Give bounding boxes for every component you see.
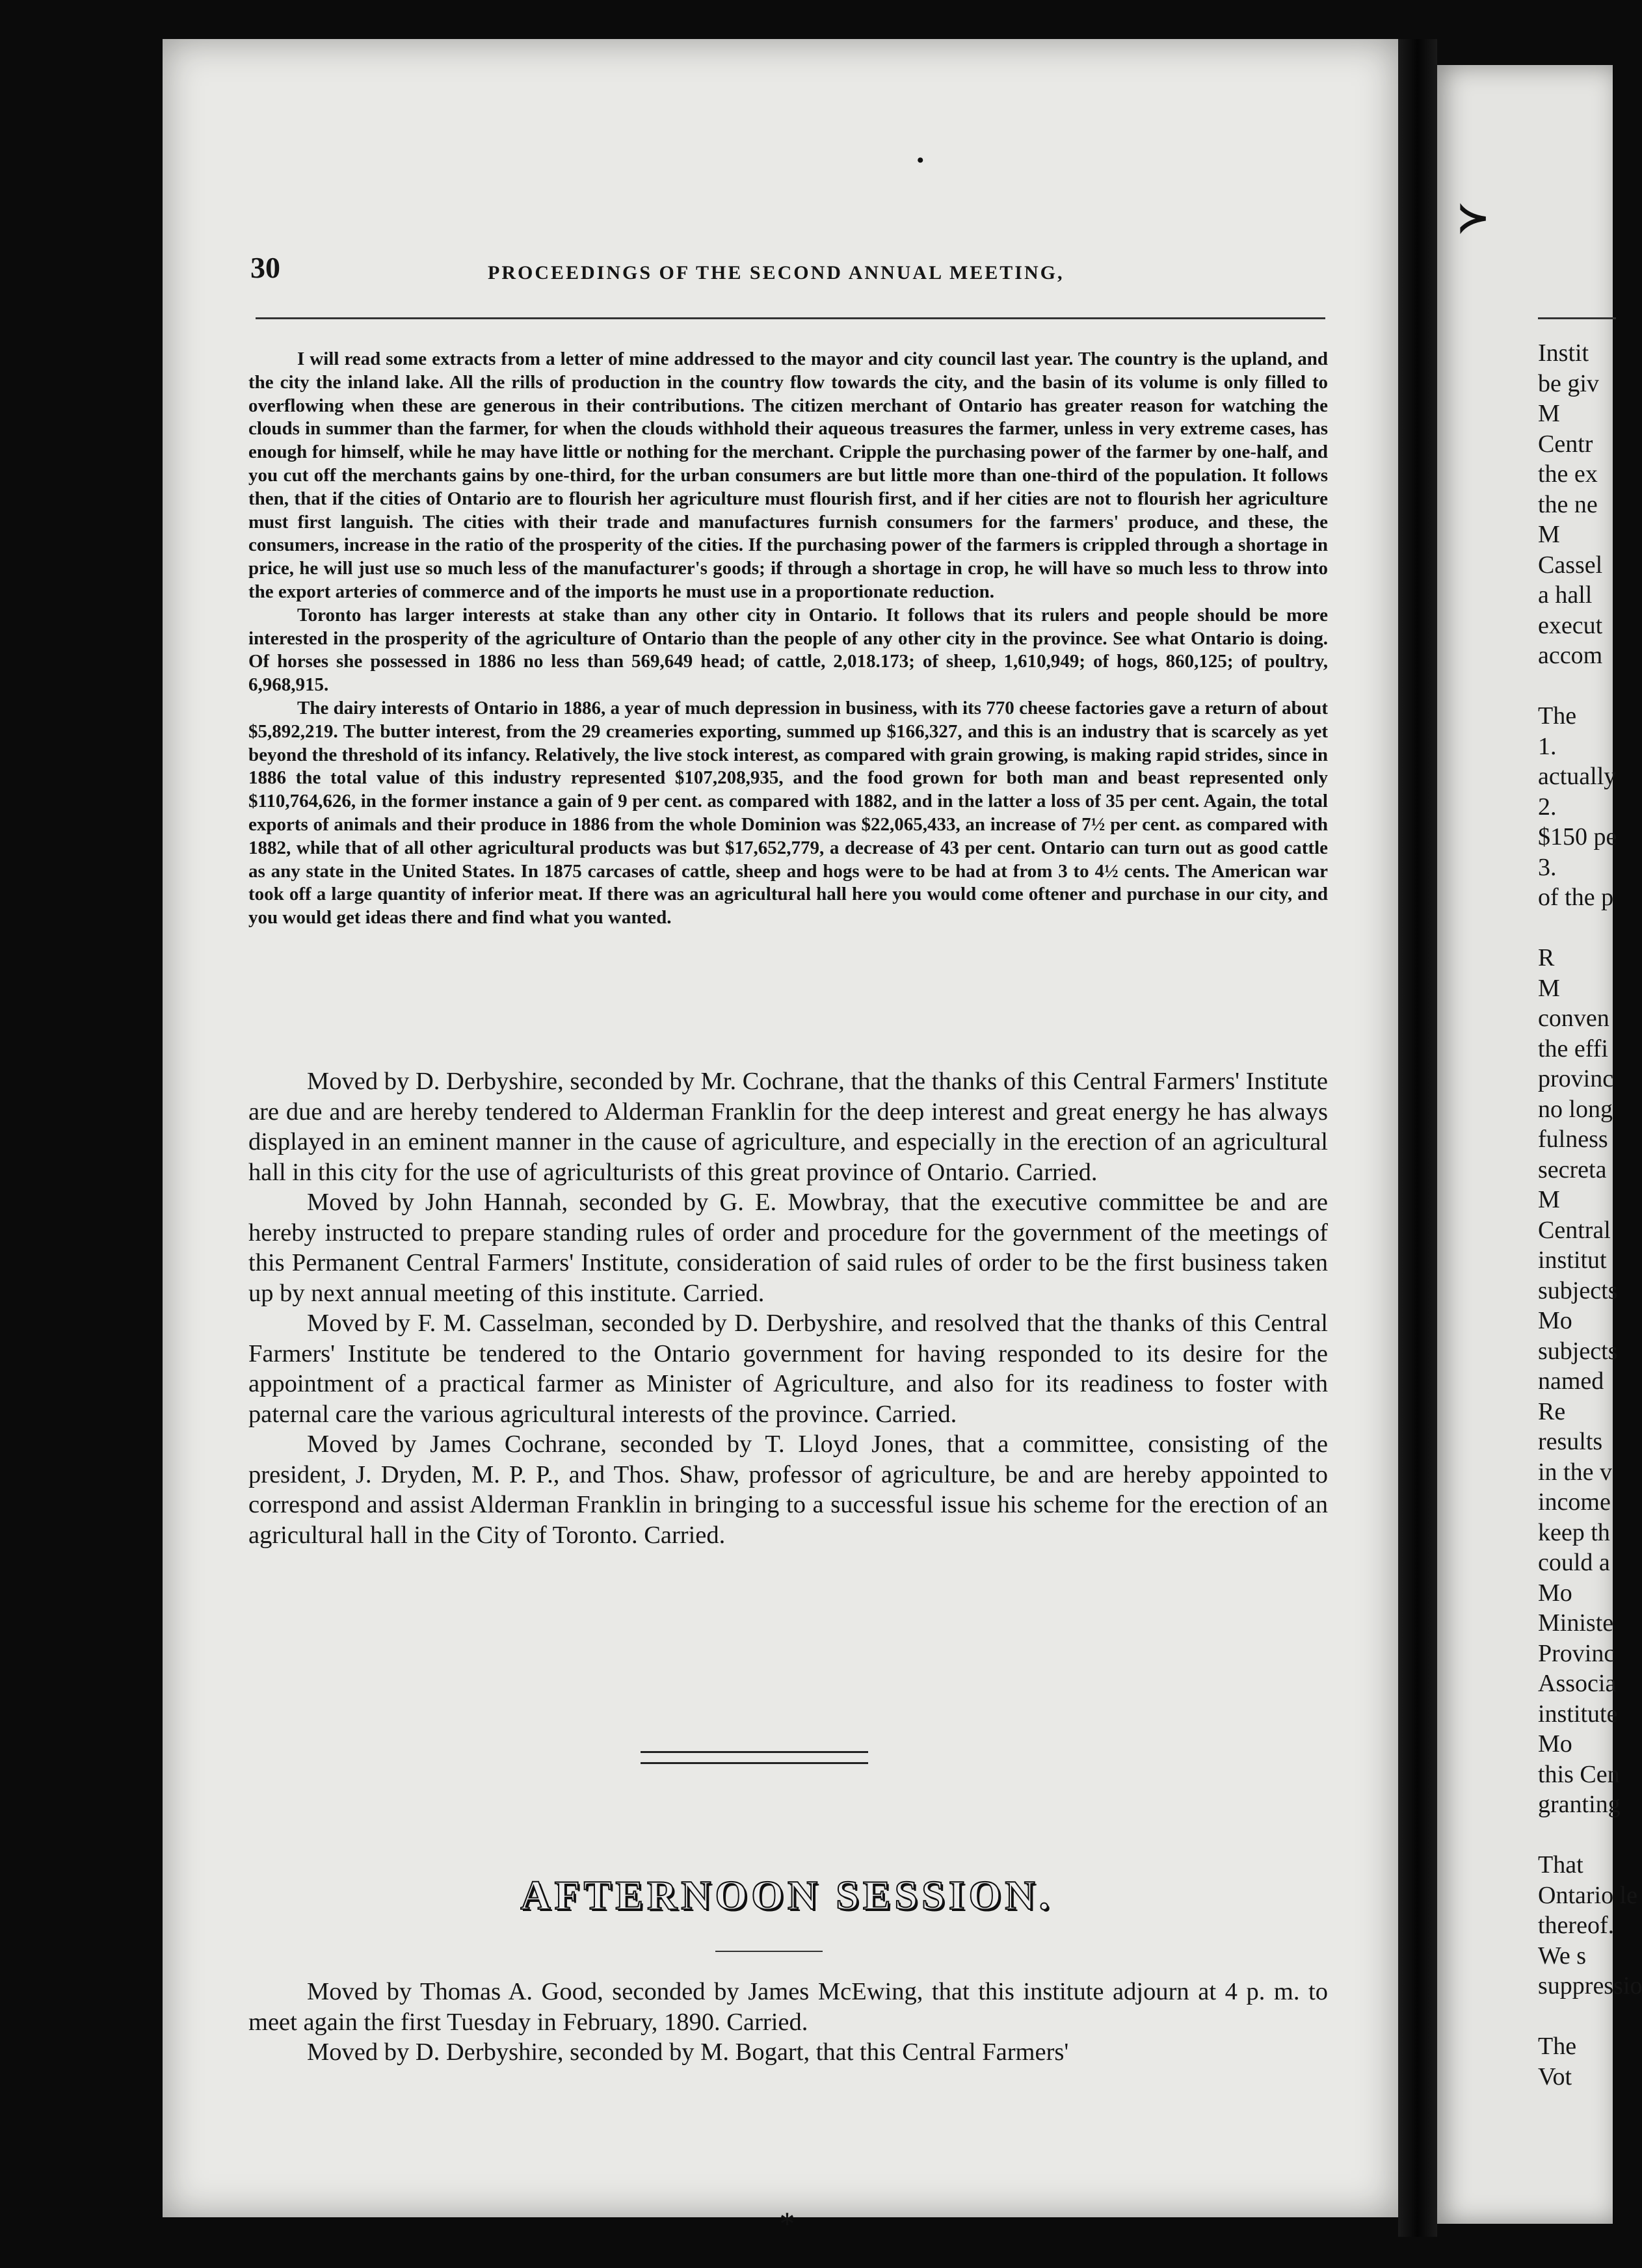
right-page-line — [1538, 913, 1616, 943]
right-page-line: institute — [1538, 1700, 1618, 1728]
right-page-line: Instit — [1538, 339, 1589, 367]
right-page-line: thereof. — [1538, 1912, 1615, 1939]
right-page-line: results — [1538, 1428, 1603, 1455]
page-number: 30 — [250, 251, 280, 284]
letter-paragraph: Toronto has larger interests at stake than any other city in Ontario. It follows that its rulers and people should be more interested in the prosperity of the agriculture of Ontario than the people of any other city in the province. See what Ontario is doing. Of horses she possessed in 1886 no less than 569,649 head; of cattle, 2,018.173; of sheep, 1,610,949; of hogs, 860,125; of poultry, 6,968,915. — [248, 604, 1328, 696]
motion-paragraph: Moved by James Cochrane, seconded by T. Lloyd Jones, that a committee, consisting of the president, J. Dryden, M. P. P., and Thos. Shaw, professor of agriculture, be and are hereby appointed to correspond and assist Alderman Franklin in bringing to a successful issue his scheme for the erection of an agricultural hall in the City of Toronto. Carried. — [248, 1431, 1328, 1549]
right-page-line: be giv — [1538, 369, 1599, 397]
right-page-line: the effi — [1538, 1035, 1608, 1062]
right-page-line: We s — [1538, 1942, 1586, 1970]
ink-mark: • — [917, 150, 924, 171]
right-page-line: income — [1538, 1488, 1611, 1516]
right-page-line: this Cen — [1538, 1760, 1620, 1788]
right-page-line: M — [1538, 521, 1560, 548]
right-page-line: of the p — [1538, 884, 1614, 911]
right-page-line: a hall — [1538, 581, 1593, 609]
right-page-line — [1538, 671, 1616, 702]
right-page-line: granting — [1538, 1791, 1621, 1818]
motions-section — [248, 1066, 1328, 1550]
right-page-line: Provinc — [1538, 1639, 1615, 1667]
afternoon-paragraph: Moved by Thomas A. Good, seconded by James McEwing, that this institute adjourn at 4 p. m. to meet again the first Tuesday in February, 1890. Carried. — [248, 1978, 1328, 2036]
running-head: PROCEEDINGS OF THE SECOND ANNUAL MEETING, — [488, 262, 1065, 284]
right-page-line: actually — [1538, 763, 1617, 790]
right-page-line — [1538, 1820, 1616, 1851]
right-page-line: M — [1538, 1186, 1560, 1213]
right-page-line: 1. — [1538, 732, 1557, 760]
right-page-line: named — [1538, 1367, 1604, 1395]
motion-paragraph: Moved by John Hannah, seconded by G. E. Mowbray, that the executive committee be and are hereby instructed to prepare standing rules of order and procedure for the government of the meetings of this Permanent Central Farmers' Institute, consideration of said rules of order to be the first business taken up by next annual meeting of this institute. Carried. — [248, 1189, 1328, 1307]
right-page-line: Cassel — [1538, 551, 1603, 579]
right-page-line: R — [1538, 944, 1555, 971]
right-page-line — [1538, 2001, 1616, 2032]
section-divider — [641, 1751, 868, 1764]
right-page-line: The — [1538, 702, 1577, 730]
right-page-line: M — [1538, 974, 1560, 1002]
right-page-line: Associa — [1538, 1670, 1617, 1697]
right-page-line: Central — [1538, 1216, 1611, 1244]
right-page-line: no long — [1538, 1095, 1613, 1123]
right-page-line: in the v — [1538, 1458, 1612, 1486]
right-page-line: the ex — [1538, 460, 1598, 488]
title-rule — [715, 1951, 823, 1952]
right-page-fragments — [1538, 338, 1642, 2092]
right-page-line: Mo — [1538, 1579, 1572, 1607]
right-header-rule — [1538, 317, 1616, 319]
right-page-line: the ne — [1538, 490, 1598, 518]
right-page-line: $150 pe — [1538, 823, 1617, 850]
right-page-line: 2. — [1538, 793, 1557, 821]
book-gutter — [1398, 39, 1437, 2237]
letter-paragraph: The dairy interests of Ontario in 1886, a year of much depression in business, with its 770 cheese factories gave a return of about $5,892,219. The butter interest, from the 29 creameries exporting, summed up $166,327, and this is an industry that is scarcely as yet beyond the threshold of its infancy. Relatively, the live stock interest, as compared with grain growing, is making rapid strides, since in 1886 the total value of this industry represented $107,208,935, and the food grown for both man and beast represented only $110,764,626, in the former instance a gain of 9 per cent. as compared with 1882, and in the latter a loss of 35 per cent. Again, the total exports of animals and their produce in 1886 from the whole Dominion was $22,065,433, an increase of 7½ per cent. as compared with 1882, while that of all other agricultural products was but $17,652,779, a decrease of 43 per cent. Ontario can turn out as good cattle as any state in the United States. In 1875 carcases of cattle, sheep and hogs were to be had at from 3 to 4½ cents. The American war took off a large quantity of inferior meat. If there was an agricultural hall here you would come oftener and purchase in our city, and you would get ideas there and find what you wanted. — [248, 697, 1328, 929]
ink-mark: ⁎ — [780, 2202, 794, 2231]
motion-paragraph: Moved by D. Derbyshire, seconded by Mr. Cochrane, that the thanks of this Central Farmers' Institute are due and are hereby tendered to Alderman Franklin for the deep interest and great energy he has always displayed in an eminent manner in the cause of agriculture, and especially in the erection of an agricultural hall in this city for the use of agriculturists of this great province of Ontario. Carried. — [248, 1068, 1328, 1186]
right-page-line: provinc — [1538, 1065, 1614, 1092]
right-page-line: secreta — [1538, 1155, 1607, 1183]
right-page-line: suppressio — [1538, 1972, 1642, 1999]
right-page-line: conven — [1538, 1005, 1609, 1032]
page-header — [250, 250, 1323, 289]
afternoon-section — [248, 1977, 1328, 2068]
right-page-line: That — [1538, 1851, 1583, 1879]
afternoon-session-title: AFTERNOON SESSION. — [520, 1872, 1053, 1918]
right-page-line: M — [1538, 400, 1560, 427]
right-page-line: Mo — [1538, 1307, 1572, 1334]
afternoon-paragraph: Moved by D. Derbyshire, seconded by M. Bogart, that this Central Farmers' — [307, 2038, 1069, 2066]
right-page-line: institut — [1538, 1246, 1607, 1274]
letter-paragraph: I will read some extracts from a letter of mine addressed to the mayor and city council last year. The country is the upland, and the city the inland lake. All the rills of production in the country flow towards the city, and the basin of its volume is only filled to overflowing when these are generous in their contributions. The citizen merchant of Ontario has greater reason for watching the clouds in summer than the farmer, for when the clouds withhold their aqueous treasures the farmer, unless in very extreme cases, has enough for himself, while he may have little or nothing for the merchant. Cripple the purchasing power of the farmer by one-half, and you cut off the merchants gains by one-third, for the urban consumers are but little more than one-third of the population. It follows then, that if the cities of Ontario are to flourish her agriculture must flourish first, and if her cities are not to flourish her agriculture must first languish. The cities with their trade and manufactures furnish consumers for the farmers' produce, and these, the consumers, increase in the ratio of the prosperity of the cities. If the purchasing power of the farmers is crippled through a shortage in price, he will just use so much less of the manufacturer's goods; if through a shortage in crop, he will have so much less to throw into the export arteries of commerce and of the imports he must use in a proportionate reduction. — [248, 349, 1328, 602]
header-rule — [256, 317, 1325, 319]
right-page-line: Ontario le — [1538, 1881, 1638, 1909]
letter-extract — [248, 348, 1328, 930]
motion-paragraph: Moved by F. M. Casselman, seconded by D. Derbyshire, and resolved that the thanks of this Central Farmers' Institute be tendered to the Ontario government for having responded to its desire for the appointment of a practical farmer as Minister of Agriculture, and also for its readiness to foster with paternal care the various agricultural interests of the province. Carried. — [248, 1310, 1328, 1428]
right-page-line: accom — [1538, 642, 1603, 669]
right-page-line: Vot — [1538, 2063, 1572, 2090]
right-page-line: Centr — [1538, 430, 1593, 458]
right-page-line: subjects — [1538, 1337, 1618, 1365]
right-page-line: keep th — [1538, 1518, 1610, 1546]
page-edge-mark: ≻ — [1457, 196, 1490, 239]
right-page-line: fulness — [1538, 1126, 1608, 1153]
right-page-line: subjects — [1538, 1276, 1618, 1304]
right-page-line: execut — [1538, 611, 1603, 639]
right-page-line: 3. — [1538, 853, 1557, 881]
right-page-line: Re — [1538, 1397, 1566, 1425]
right-page-line: Mo — [1538, 1730, 1572, 1758]
right-page-line: could a — [1538, 1549, 1610, 1576]
right-page-line: Ministe — [1538, 1609, 1614, 1637]
right-page-line: The — [1538, 2033, 1577, 2060]
